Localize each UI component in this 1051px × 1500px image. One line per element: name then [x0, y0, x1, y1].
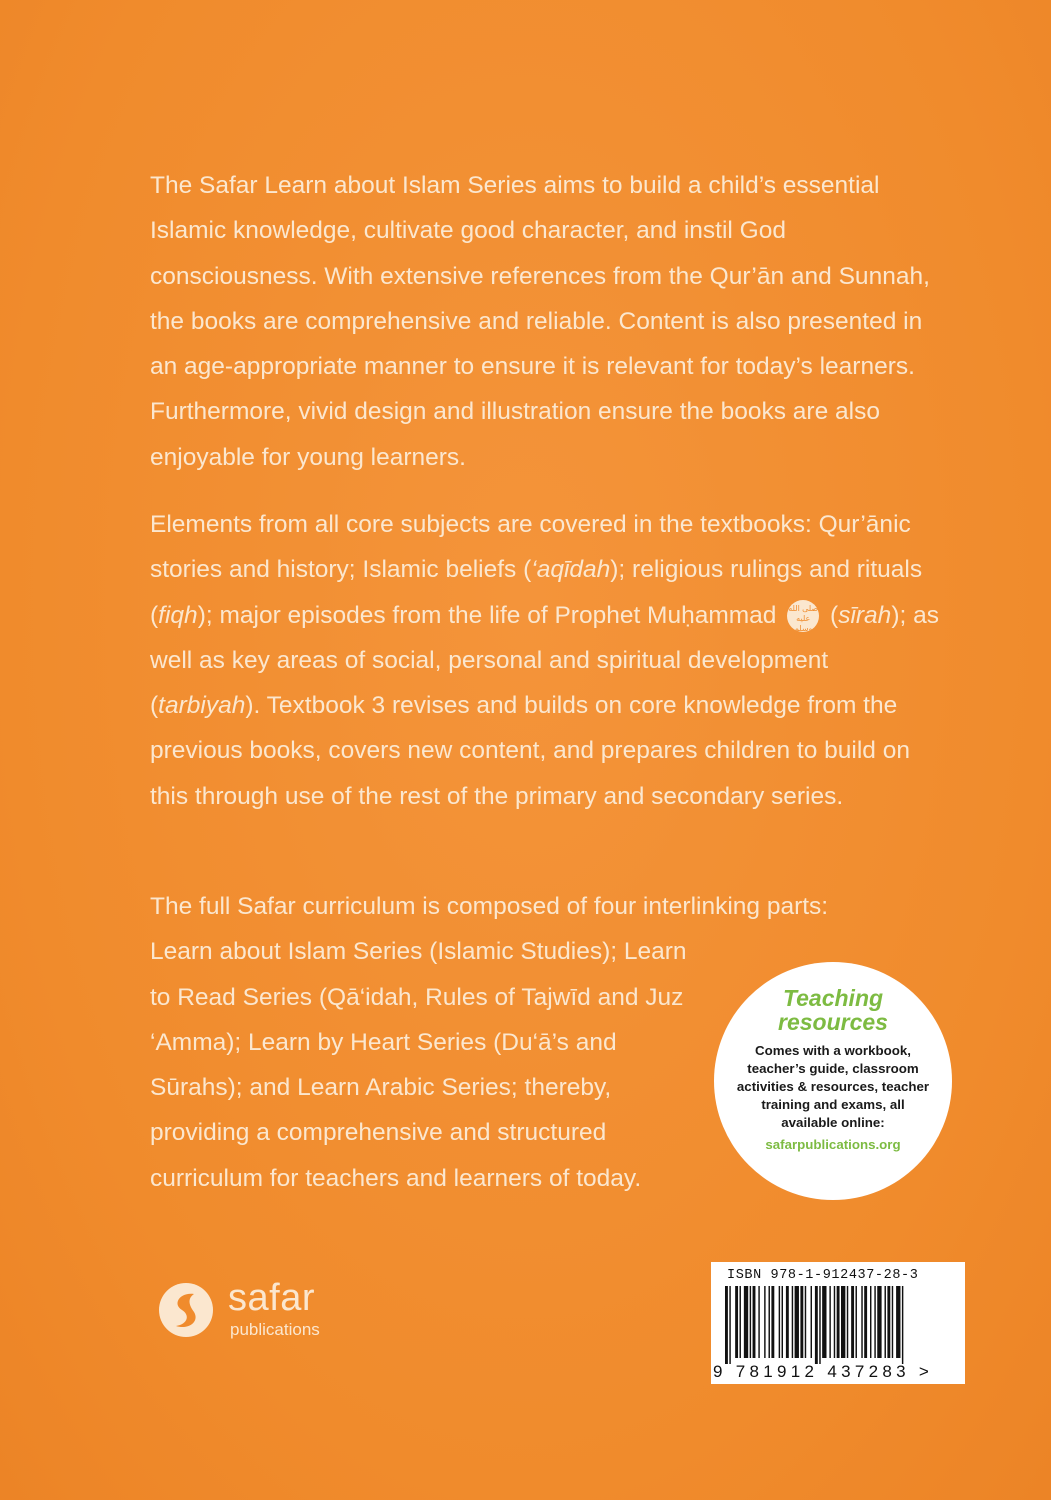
subjects-text-b: ); religious rulings and rituals (: [150, 556, 923, 629]
barcode-bar: [779, 1286, 780, 1358]
barcode-bar: [750, 1286, 751, 1358]
barcode-bar: [864, 1286, 867, 1358]
barcode-digits: 9 781912 437283 >: [713, 1362, 934, 1381]
barcode-bar: [851, 1286, 854, 1358]
barcode-bar: [786, 1286, 789, 1358]
barcode-bar: [877, 1286, 881, 1358]
barcode-bar: [771, 1286, 774, 1358]
term-sirah: sīrah: [838, 601, 892, 629]
term-aqidah: ‘aqīdah: [531, 556, 611, 584]
subjects-text-e: ); as well as key areas of social, personal and spiritual development (: [150, 601, 939, 720]
isbn-barcode: [711, 1262, 965, 1384]
barcode-bar: [758, 1286, 759, 1358]
barcode-bar: [764, 1286, 765, 1358]
series-description-text: The Safar Learn about Islam Series aims to build a child’s essential Islamic knowledge, cultivate good character, and instil God consciousness. With extensive references from the Qur’ān and Sunnah, the books are comprehensive and reliable. Content is also presented in an age-appropriate manner to ensure it is relevant for today’s learners. Furthermore, vivid design and illustration ensure the books are also enjoyable for young learners.: [150, 172, 930, 471]
barcode-bar: [735, 1286, 738, 1358]
barcode-bar: [829, 1286, 830, 1358]
curriculum-intro: The full Safar curriculum is composed of four interlinking parts:: [150, 893, 829, 920]
safar-logo: [158, 1276, 378, 1356]
subjects-text-d: (: [823, 601, 839, 629]
barcode-bar: [870, 1286, 871, 1358]
badge-body: Comes with a workbook, teacher’s guide, classroom activities & resources, teacher training and exams, all available online:: [736, 1043, 930, 1130]
badge-title-line1: Teaching: [782, 985, 884, 1011]
badge-title: [714, 986, 952, 1034]
term-fiqh: fiqh: [158, 601, 198, 629]
barcode-bar: [896, 1286, 900, 1358]
barcode-bar: [902, 1286, 903, 1364]
subjects-text-a: Elements from all core subjects are covered in the textbooks: Qur’ānic stories and history; Islamic beliefs (: [150, 511, 911, 584]
series-description-paragraph: [150, 163, 940, 480]
barcode-bar: [769, 1286, 770, 1358]
teaching-resources-badge: [714, 962, 952, 1200]
barcode-bar: [725, 1286, 728, 1364]
barcode-bar: [841, 1286, 845, 1358]
barcode-bar: [847, 1286, 848, 1358]
barcode-bar: [834, 1286, 835, 1358]
barcode-bar: [753, 1286, 756, 1358]
term-tarbiyah: tarbiyah: [158, 692, 246, 720]
barcode-bar: [744, 1286, 748, 1358]
curriculum-paragraph: [150, 884, 829, 1201]
logo-subtitle: publications: [230, 1320, 320, 1339]
safar-logo-icon: [158, 1282, 214, 1338]
barcode-bar: [819, 1286, 820, 1364]
barcode-bar: [729, 1286, 730, 1364]
barcode-bar: [887, 1286, 890, 1358]
subjects-text-c: ); major episodes from the life of Prophet Muḥammad: [197, 601, 777, 629]
barcode-bar: [885, 1286, 886, 1358]
barcode-bar: [837, 1286, 840, 1358]
barcode-bar: [861, 1286, 862, 1358]
honorific-seal: صلى الله عليه وسلم: [787, 600, 819, 632]
barcode-bar: [795, 1286, 799, 1358]
barcode-bars: [725, 1286, 951, 1364]
isbn-label: ISBN 978-1-912437-28-3: [727, 1268, 919, 1283]
badge-url[interactable]: safarpublications.org: [765, 1137, 901, 1152]
barcode-bar: [740, 1286, 741, 1358]
logo-name: safar: [228, 1277, 315, 1319]
barcode-bar: [822, 1286, 826, 1358]
barcode-bar: [874, 1286, 875, 1358]
barcode-bar: [792, 1286, 793, 1358]
barcode-bar: [815, 1286, 818, 1364]
curriculum-parts: Learn about Islam Series (Islamic Studies); Learn to Read Series (Qā‘idah, Rules of Tajwīd and Juz ‘Amma); Learn by Heart Series (Du‘ā’s and Sūrahs); and Learn Arabic Series; thereby, providing a comprehensive and structured curriculum for teachers and learners of today.: [150, 938, 687, 1192]
barcode-bar: [811, 1286, 812, 1358]
barcode-bar: [800, 1286, 803, 1358]
barcode-bar: [892, 1286, 893, 1358]
barcode-bar: [782, 1286, 783, 1358]
subjects-paragraph: [150, 502, 940, 819]
barcode-bar: [856, 1286, 857, 1358]
barcode-bar: [805, 1286, 806, 1358]
subjects-text-f: ). Textbook 3 revises and builds on core knowledge from the previous books, covers new content, and prepares children to build on this through use of the rest of the primary and secondary series.: [150, 692, 910, 810]
badge-title-line2: resources: [778, 1009, 888, 1035]
